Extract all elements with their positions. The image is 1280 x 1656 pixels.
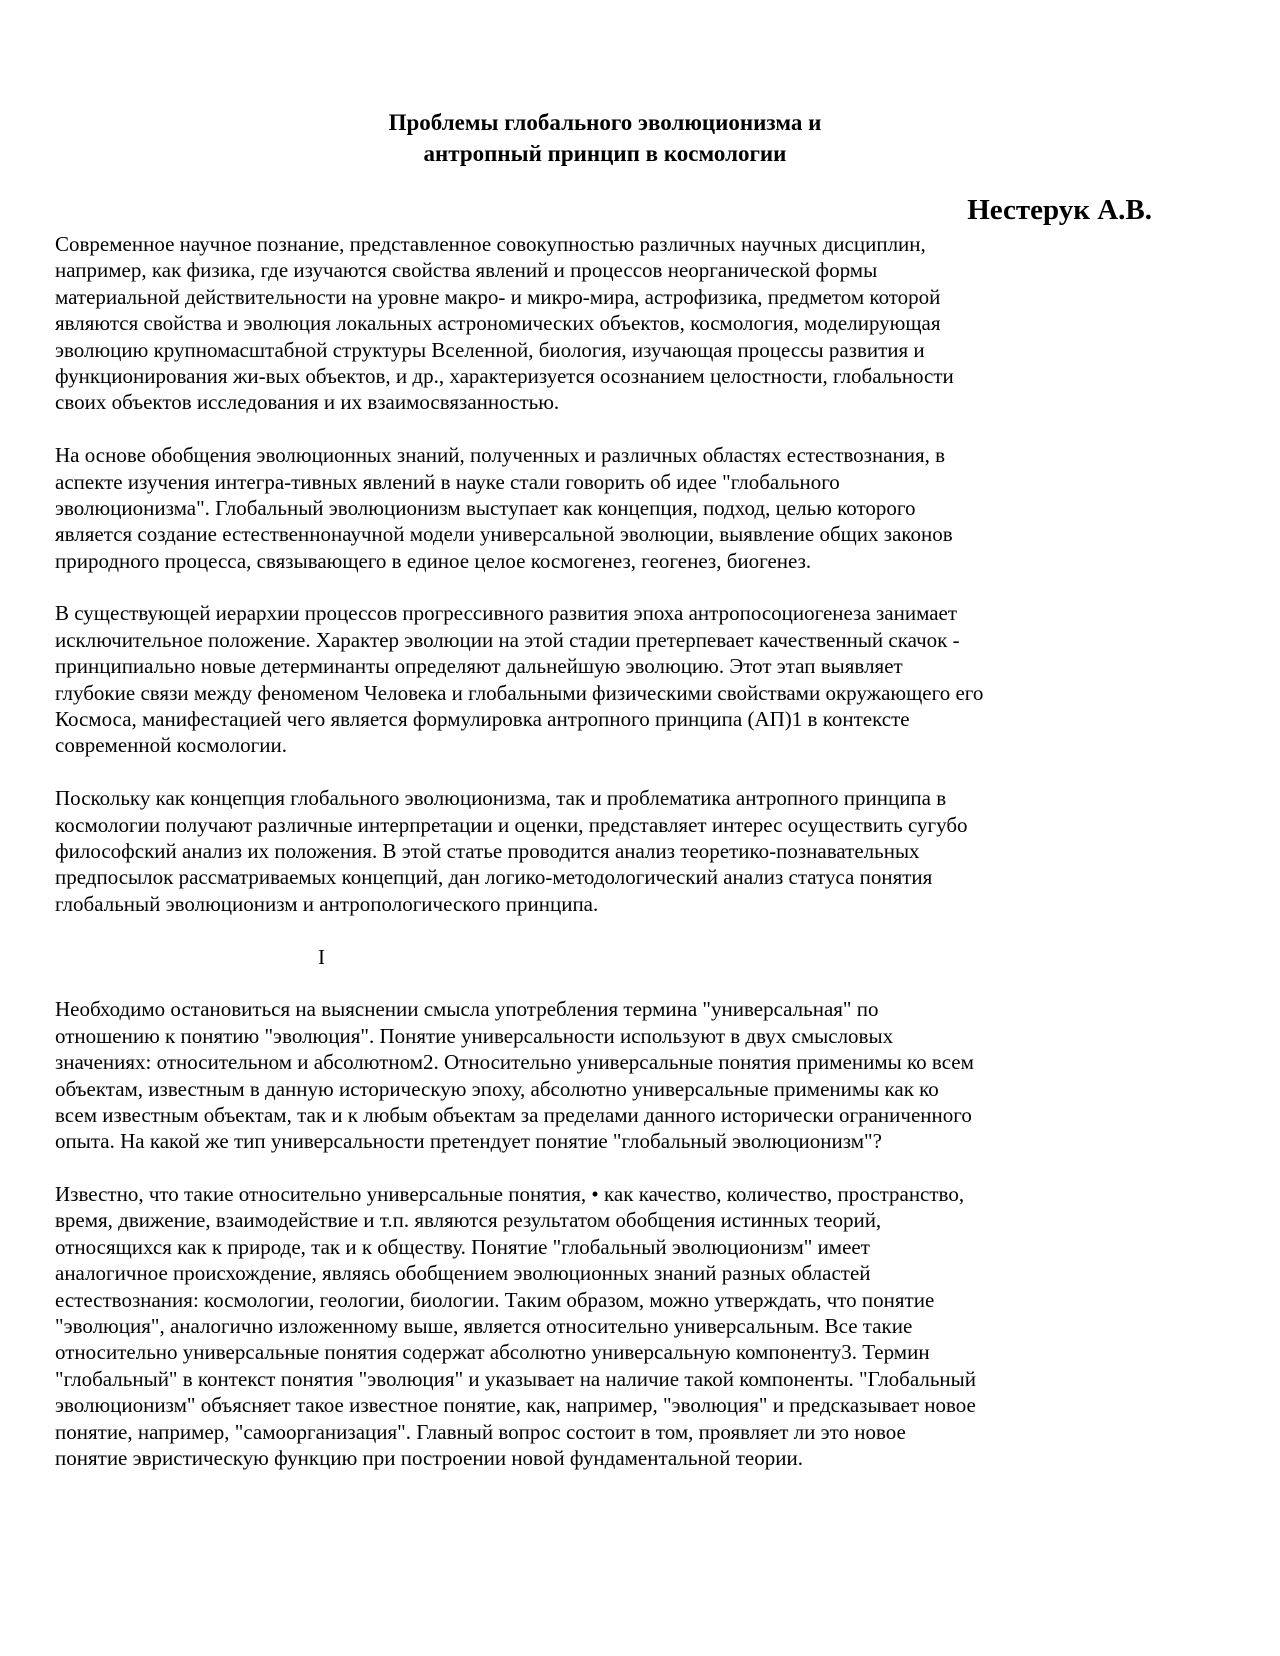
section-heading bbox=[55, 944, 983, 970]
text-line: например, как физика, где изучаются свойства явлений и процессов неорганической формы bbox=[55, 258, 878, 283]
text-line: исключительное положение. Характер эволюции на этой стадии претерпевает качественный скачок - bbox=[55, 627, 960, 652]
text-line: природного процесса, связывающего в единое целое космогенез, геогенез, биогенез. bbox=[55, 548, 812, 573]
text-line: В существующей иерархии процессов прогрессивного развития эпоха антропосоциогенеза занимает bbox=[55, 601, 958, 626]
text-line: глобальный эволюционизм и антропологического принципа. bbox=[55, 891, 599, 916]
text-line: материальной действительности на уровне макро- и микро-мира, астрофизика, предметом которой bbox=[55, 284, 941, 309]
text-line: глубокие связи между феноменом Человека и глобальными физическими свойствами окружающего его bbox=[55, 680, 984, 705]
text-line: Современное научное познание, представленное совокупностью различных научных дисциплин, bbox=[55, 232, 926, 256]
document-body bbox=[55, 231, 983, 1498]
text-line: эволюционизма". Глобальный эволюционизм выступает как концепция, подход, целью которого bbox=[55, 495, 916, 520]
text-line: I bbox=[318, 944, 325, 969]
text-line: "глобальный" в контекст понятия "эволюция" и указывает на наличие такой компоненты. "Глобальный bbox=[55, 1366, 977, 1391]
text-line: всем известным объектам, так и к любым объектам за пределами данного исторически ограниченного bbox=[55, 1102, 972, 1127]
text-line: философский анализ их положения. В этой статье проводится анализ теоретико-познавательных bbox=[55, 838, 920, 863]
paragraph bbox=[55, 996, 983, 1154]
text-line: На основе обобщения эволюционных знаний, полученных и различных областях естествознания, в bbox=[55, 443, 946, 468]
text-line: является создание естественнонаучной модели универсальной эволюции, выявление общих законов bbox=[55, 522, 953, 547]
text-line: Поскольку как концепция глобального эволюционизма, так и проблематика антропного принципа в bbox=[55, 786, 947, 811]
text-line: аспекте изучения интегра-тивных явлений в науке стали говорить об идее "глобального bbox=[55, 469, 840, 494]
text-line: отношению к понятию "эволюция". Понятие универсальности используют в двух смысловых bbox=[55, 1023, 894, 1048]
text-line: "эволюция", аналогично изложенному выше, является относительно универсальным. Все такие bbox=[55, 1314, 913, 1339]
author-name: Нестерук А.В. bbox=[967, 194, 1152, 226]
text-line: предпосылок рассматриваемых концепций, дан логико-методологический анализ статуса понятия bbox=[55, 865, 933, 890]
text-line: современной космологии. bbox=[55, 733, 287, 758]
text-line: время, движение, взаимодействие и т.п. являются результатом обобщения истинных теорий, bbox=[55, 1208, 882, 1233]
text-line: эволюционизм" объясняет такое известное понятие, как, например, "эволюция" и предсказывает новое bbox=[55, 1393, 976, 1418]
paragraph bbox=[55, 442, 983, 574]
text-line: значениях: относительном и абсолютном2. Относительно универсальные понятия применимы ко всем bbox=[55, 1050, 974, 1075]
text-line: являются свойства и эволюция локальных астрономических объектов, космология, моделирующая bbox=[55, 311, 941, 336]
paragraph bbox=[55, 785, 983, 917]
document-title-line-1: Проблемы глобального эволюционизма и bbox=[388, 110, 822, 135]
document-title-line-2: антропный принцип в космологии bbox=[423, 141, 787, 166]
text-line: объектам, известным в данную историческую эпоху, абсолютно универсальные применимы как ко bbox=[55, 1076, 939, 1101]
text-line: относящихся как к природе, так и к обществу. Понятие "глобальный эволюционизм" имеет bbox=[55, 1234, 870, 1259]
paragraph bbox=[55, 600, 983, 758]
text-line: эволюцию крупномасштабной структуры Вселенной, биология, изучающая процессы развития и bbox=[55, 337, 925, 362]
text-line: понятие эвристическую функцию при построении новой фундаментальной теории. bbox=[55, 1445, 803, 1470]
text-line: принципиально новые детерминанты определяют дальнейшую эволюцию. Этот этап выявляет bbox=[55, 654, 903, 679]
paragraph bbox=[55, 231, 983, 416]
text-line: аналогичное происхождение, являясь обобщением эволюционных знаний разных областей bbox=[55, 1261, 871, 1286]
text-line: понятие, например, "самоорганизация". Главный вопрос состоит в том, проявляет ли это новое bbox=[55, 1419, 906, 1444]
paragraph bbox=[55, 1181, 983, 1471]
text-line: космологии получают различные интерпретации и оценки, представляет интерес осуществить сугубо bbox=[55, 812, 968, 837]
text-line: функционирования жи-вых объектов, и др., характеризуется осознанием целостности, глобальности bbox=[55, 363, 954, 388]
text-line: относительно универсальные понятия содержат абсолютно универсальную компоненту3. Термин bbox=[55, 1340, 930, 1365]
text-line: опыта. На какой же тип универсальности претендует понятие "глобальный эволюционизм"? bbox=[55, 1129, 882, 1154]
text-line: Известно, что такие относительно универсальные понятия, • как качество, количество, пространство, bbox=[55, 1182, 965, 1207]
text-line: естествознания: космологии, геологии, биологии. Таким образом, можно утверждать, что понятие bbox=[55, 1287, 935, 1312]
text-line: Космоса, манифестацией чего является формулировка антропного принципа (АП)1 в контексте bbox=[55, 707, 910, 732]
text-line: своих объектов исследования и их взаимосвязанностью. bbox=[55, 390, 560, 415]
text-line: Необходимо остановиться на выяснении смысла употребления термина "универсальная" по bbox=[55, 997, 879, 1022]
